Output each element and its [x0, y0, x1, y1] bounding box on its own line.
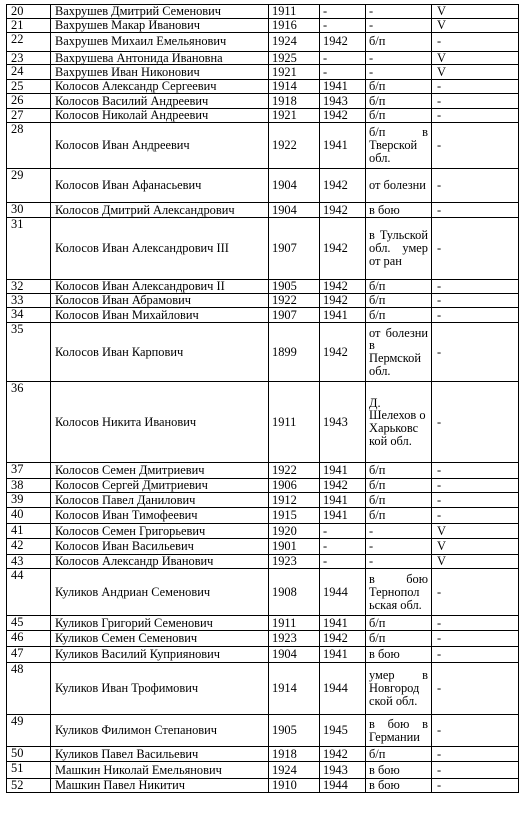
person-name-cell: Вахрушев Михаил Емельянович — [51, 32, 269, 51]
birth-year-cell: 1904 — [269, 169, 320, 203]
status-mark-cell: - — [432, 218, 519, 280]
person-name-cell: Вахрушева Антонида Ивановна — [51, 51, 269, 65]
status-mark-cell: V — [432, 5, 519, 19]
person-name-cell: Куликов Павел Васильевич — [51, 747, 269, 762]
birth-year-cell: 1923 — [269, 631, 320, 647]
person-name-cell: Вахрушев Макар Иванович — [51, 18, 269, 32]
birth-year-cell: 1904 — [269, 203, 320, 218]
birth-year-cell: 1910 — [269, 779, 320, 793]
row-number-cell: 26 — [7, 94, 51, 109]
person-name-cell: Колосов Иван Абрамович — [51, 294, 269, 308]
death-year-cell: 1943 — [320, 94, 366, 109]
fate-cell: Д. Шелехов о Харьковс кой обл. — [366, 382, 432, 463]
birth-year-cell: 1914 — [269, 663, 320, 715]
status-mark-cell: - — [432, 631, 519, 647]
person-name-cell: Колосов Иван Александрович II — [51, 280, 269, 294]
row-number-cell: 45 — [7, 616, 51, 631]
person-name-cell: Куликов Василий Куприянович — [51, 647, 269, 663]
person-name-cell: Колосов Иван Васильевич — [51, 539, 269, 555]
row-number-cell: 41 — [7, 524, 51, 539]
table-row — [7, 762, 519, 779]
person-name-cell: Колосов Сергей Дмитриевич — [51, 479, 269, 493]
status-mark-cell: - — [432, 109, 519, 123]
birth-year-cell: 1921 — [269, 65, 320, 80]
person-name-cell: Куликов Андриан Семенович — [51, 569, 269, 616]
row-number-cell: 46 — [7, 631, 51, 647]
death-year-cell: 1943 — [320, 762, 366, 779]
table-row — [7, 294, 519, 308]
birth-year-cell: 1923 — [269, 555, 320, 569]
birth-year-cell: 1914 — [269, 80, 320, 94]
status-mark-cell: V — [432, 18, 519, 32]
fate-cell: б/п — [366, 294, 432, 308]
person-name-cell: Машкин Павел Никитич — [51, 779, 269, 793]
death-year-cell: 1941 — [320, 80, 366, 94]
table-row — [7, 508, 519, 524]
death-year-cell: 1941 — [320, 647, 366, 663]
table-row — [7, 80, 519, 94]
row-number-cell: 40 — [7, 508, 51, 524]
table-row — [7, 280, 519, 294]
status-mark-cell: - — [432, 169, 519, 203]
table-row — [7, 631, 519, 647]
fate-cell: б/п — [366, 631, 432, 647]
fate-cell: в бою — [366, 203, 432, 218]
death-year-cell: 1941 — [320, 123, 366, 169]
death-year-cell: 1941 — [320, 508, 366, 524]
row-number-cell: 30 — [7, 203, 51, 218]
table-row — [7, 218, 519, 280]
status-mark-cell: - — [432, 308, 519, 323]
row-number-cell: 48 — [7, 663, 51, 715]
table-row — [7, 779, 519, 793]
status-mark-cell: - — [432, 508, 519, 524]
death-year-cell: 1941 — [320, 308, 366, 323]
table-row — [7, 65, 519, 80]
fate-cell: б/п — [366, 493, 432, 508]
fate-cell: в бою — [366, 762, 432, 779]
status-mark-cell: - — [432, 123, 519, 169]
fate-cell: - — [366, 524, 432, 539]
row-number-cell: 42 — [7, 539, 51, 555]
fate-cell: - — [366, 539, 432, 555]
status-mark-cell: - — [432, 616, 519, 631]
death-year-cell: 1942 — [320, 280, 366, 294]
death-year-cell: 1941 — [320, 493, 366, 508]
birth-year-cell: 1907 — [269, 308, 320, 323]
row-number-cell: 21 — [7, 18, 51, 32]
status-mark-cell: - — [432, 779, 519, 793]
row-number-cell: 44 — [7, 569, 51, 616]
person-name-cell: Куликов Филимон Степанович — [51, 715, 269, 747]
birth-year-cell: 1921 — [269, 109, 320, 123]
death-year-cell: 1942 — [320, 169, 366, 203]
table-row — [7, 51, 519, 65]
death-year-cell: 1942 — [320, 631, 366, 647]
death-year-cell: - — [320, 18, 366, 32]
person-name-cell: Колосов Александр Сергеевич — [51, 80, 269, 94]
birth-year-cell: 1911 — [269, 616, 320, 631]
fate-cell: б/п — [366, 463, 432, 479]
status-mark-cell: - — [432, 715, 519, 747]
person-name-cell: Колосов Иван Андреевич — [51, 123, 269, 169]
table-row — [7, 308, 519, 323]
row-number-cell: 32 — [7, 280, 51, 294]
person-name-cell: Куликов Семен Семенович — [51, 631, 269, 647]
status-mark-cell: - — [432, 382, 519, 463]
death-year-cell: - — [320, 51, 366, 65]
birth-year-cell: 1922 — [269, 294, 320, 308]
person-name-cell: Машкин Николай Емельянович — [51, 762, 269, 779]
status-mark-cell: V — [432, 539, 519, 555]
table-row — [7, 18, 519, 32]
death-year-cell: 1944 — [320, 779, 366, 793]
row-number-cell: 33 — [7, 294, 51, 308]
table-row — [7, 616, 519, 631]
row-number-cell: 29 — [7, 169, 51, 203]
fate-cell: от болезни — [366, 169, 432, 203]
row-number-cell: 25 — [7, 80, 51, 94]
status-mark-cell: V — [432, 555, 519, 569]
status-mark-cell: - — [432, 747, 519, 762]
birth-year-cell: 1907 — [269, 218, 320, 280]
table-row — [7, 555, 519, 569]
status-mark-cell: - — [432, 663, 519, 715]
row-number-cell: 34 — [7, 308, 51, 323]
birth-year-cell: 1922 — [269, 123, 320, 169]
death-year-cell: - — [320, 555, 366, 569]
status-mark-cell: - — [432, 280, 519, 294]
death-year-cell: 1941 — [320, 616, 366, 631]
fate-cell: б/п — [366, 94, 432, 109]
person-name-cell: Колосов Александр Иванович — [51, 555, 269, 569]
fate-cell: умер в Новгород ской обл. — [366, 663, 432, 715]
fate-cell: б/п — [366, 308, 432, 323]
birth-year-cell: 1918 — [269, 94, 320, 109]
fate-cell: от болезни в Пермской обл. — [366, 323, 432, 382]
birth-year-cell: 1920 — [269, 524, 320, 539]
person-name-cell: Колосов Василий Андреевич — [51, 94, 269, 109]
person-name-cell: Куликов Григорий Семенович — [51, 616, 269, 631]
row-number-cell: 23 — [7, 51, 51, 65]
table-row — [7, 32, 519, 51]
row-number-cell: 39 — [7, 493, 51, 508]
person-name-cell: Колосов Иван Афанасьевич — [51, 169, 269, 203]
birth-year-cell: 1905 — [269, 280, 320, 294]
row-number-cell: 35 — [7, 323, 51, 382]
birth-year-cell: 1924 — [269, 762, 320, 779]
row-number-cell: 36 — [7, 382, 51, 463]
row-number-cell: 52 — [7, 779, 51, 793]
person-name-cell: Вахрушев Дмитрий Семенович — [51, 5, 269, 19]
person-name-cell: Колосов Николай Андреевич — [51, 109, 269, 123]
status-mark-cell: - — [432, 762, 519, 779]
status-mark-cell: - — [432, 647, 519, 663]
table-row — [7, 203, 519, 218]
row-number-cell: 43 — [7, 555, 51, 569]
fate-cell: б/п — [366, 479, 432, 493]
table-row — [7, 493, 519, 508]
status-mark-cell: - — [432, 294, 519, 308]
table-row — [7, 123, 519, 169]
birth-year-cell: 1911 — [269, 382, 320, 463]
fate-cell: - — [366, 18, 432, 32]
person-name-cell: Вахрушев Иван Никонович — [51, 65, 269, 80]
status-mark-cell: - — [432, 479, 519, 493]
fate-cell: б/п — [366, 280, 432, 294]
death-year-cell: 1942 — [320, 323, 366, 382]
death-year-cell: 1942 — [320, 218, 366, 280]
row-number-cell: 27 — [7, 109, 51, 123]
person-name-cell: Колосов Иван Михайлович — [51, 308, 269, 323]
table-row — [7, 94, 519, 109]
fate-cell: б/п — [366, 109, 432, 123]
table-row — [7, 647, 519, 663]
birth-year-cell: 1911 — [269, 5, 320, 19]
death-year-cell: 1942 — [320, 109, 366, 123]
row-number-cell: 24 — [7, 65, 51, 80]
status-mark-cell: V — [432, 51, 519, 65]
row-number-cell: 38 — [7, 479, 51, 493]
status-mark-cell: - — [432, 569, 519, 616]
fate-cell: б/п — [366, 32, 432, 51]
birth-year-cell: 1906 — [269, 479, 320, 493]
row-number-cell: 50 — [7, 747, 51, 762]
birth-year-cell: 1925 — [269, 51, 320, 65]
status-mark-cell: - — [432, 493, 519, 508]
death-year-cell: 1944 — [320, 569, 366, 616]
fate-cell: в бою — [366, 647, 432, 663]
table-row — [7, 539, 519, 555]
table-row — [7, 479, 519, 493]
fate-cell: б/п — [366, 616, 432, 631]
death-year-cell: - — [320, 539, 366, 555]
death-year-cell: 1945 — [320, 715, 366, 747]
status-mark-cell: V — [432, 65, 519, 80]
birth-year-cell: 1924 — [269, 32, 320, 51]
row-number-cell: 51 — [7, 762, 51, 779]
death-year-cell: - — [320, 65, 366, 80]
person-name-cell: Колосов Семен Дмитриевич — [51, 463, 269, 479]
table-row — [7, 569, 519, 616]
table-row — [7, 5, 519, 19]
fate-cell: в бою в Германии — [366, 715, 432, 747]
row-number-cell: 49 — [7, 715, 51, 747]
table-row — [7, 663, 519, 715]
person-name-cell: Колосов Дмитрий Александрович — [51, 203, 269, 218]
status-mark-cell: V — [432, 524, 519, 539]
status-mark-cell: - — [432, 463, 519, 479]
table-row — [7, 747, 519, 762]
person-name-cell: Колосов Иван Александрович III — [51, 218, 269, 280]
table-row — [7, 109, 519, 123]
person-name-cell: Колосов Семен Григорьевич — [51, 524, 269, 539]
status-mark-cell: - — [432, 32, 519, 51]
table-row — [7, 524, 519, 539]
table-row — [7, 463, 519, 479]
fate-cell: в бою — [366, 779, 432, 793]
birth-year-cell: 1918 — [269, 747, 320, 762]
fate-cell: - — [366, 51, 432, 65]
fate-cell: - — [366, 65, 432, 80]
fate-cell: б/п в Тверской обл. — [366, 123, 432, 169]
table-row — [7, 715, 519, 747]
birth-year-cell: 1905 — [269, 715, 320, 747]
casualty-table — [6, 4, 519, 793]
status-mark-cell: - — [432, 80, 519, 94]
fate-cell: б/п — [366, 747, 432, 762]
fate-cell: - — [366, 5, 432, 19]
death-year-cell: - — [320, 5, 366, 19]
death-year-cell: 1942 — [320, 747, 366, 762]
table-row — [7, 169, 519, 203]
person-name-cell: Куликов Иван Трофимович — [51, 663, 269, 715]
birth-year-cell: 1901 — [269, 539, 320, 555]
fate-cell: в бою Тернопол ьская обл. — [366, 569, 432, 616]
death-year-cell: 1944 — [320, 663, 366, 715]
death-year-cell: 1942 — [320, 479, 366, 493]
fate-cell: б/п — [366, 80, 432, 94]
death-year-cell: 1943 — [320, 382, 366, 463]
table-row — [7, 382, 519, 463]
row-number-cell: 20 — [7, 5, 51, 19]
row-number-cell: 47 — [7, 647, 51, 663]
person-name-cell: Колосов Иван Карпович — [51, 323, 269, 382]
status-mark-cell: - — [432, 203, 519, 218]
birth-year-cell: 1922 — [269, 463, 320, 479]
death-year-cell: - — [320, 524, 366, 539]
status-mark-cell: - — [432, 94, 519, 109]
fate-cell: б/п — [366, 508, 432, 524]
birth-year-cell: 1912 — [269, 493, 320, 508]
row-number-cell: 31 — [7, 218, 51, 280]
birth-year-cell: 1915 — [269, 508, 320, 524]
table-body — [7, 5, 519, 793]
death-year-cell: 1942 — [320, 203, 366, 218]
death-year-cell: 1942 — [320, 294, 366, 308]
row-number-cell: 28 — [7, 123, 51, 169]
status-mark-cell: - — [432, 323, 519, 382]
birth-year-cell: 1904 — [269, 647, 320, 663]
birth-year-cell: 1908 — [269, 569, 320, 616]
row-number-cell: 22 — [7, 32, 51, 51]
fate-cell: в Тульской обл. умер от ран — [366, 218, 432, 280]
person-name-cell: Колосов Иван Тимофеевич — [51, 508, 269, 524]
person-name-cell: Колосов Павел Данилович — [51, 493, 269, 508]
table-row — [7, 323, 519, 382]
row-number-cell: 37 — [7, 463, 51, 479]
birth-year-cell: 1916 — [269, 18, 320, 32]
fate-cell: - — [366, 555, 432, 569]
person-name-cell: Колосов Никита Иванович — [51, 382, 269, 463]
birth-year-cell: 1899 — [269, 323, 320, 382]
death-year-cell: 1942 — [320, 32, 366, 51]
death-year-cell: 1941 — [320, 463, 366, 479]
